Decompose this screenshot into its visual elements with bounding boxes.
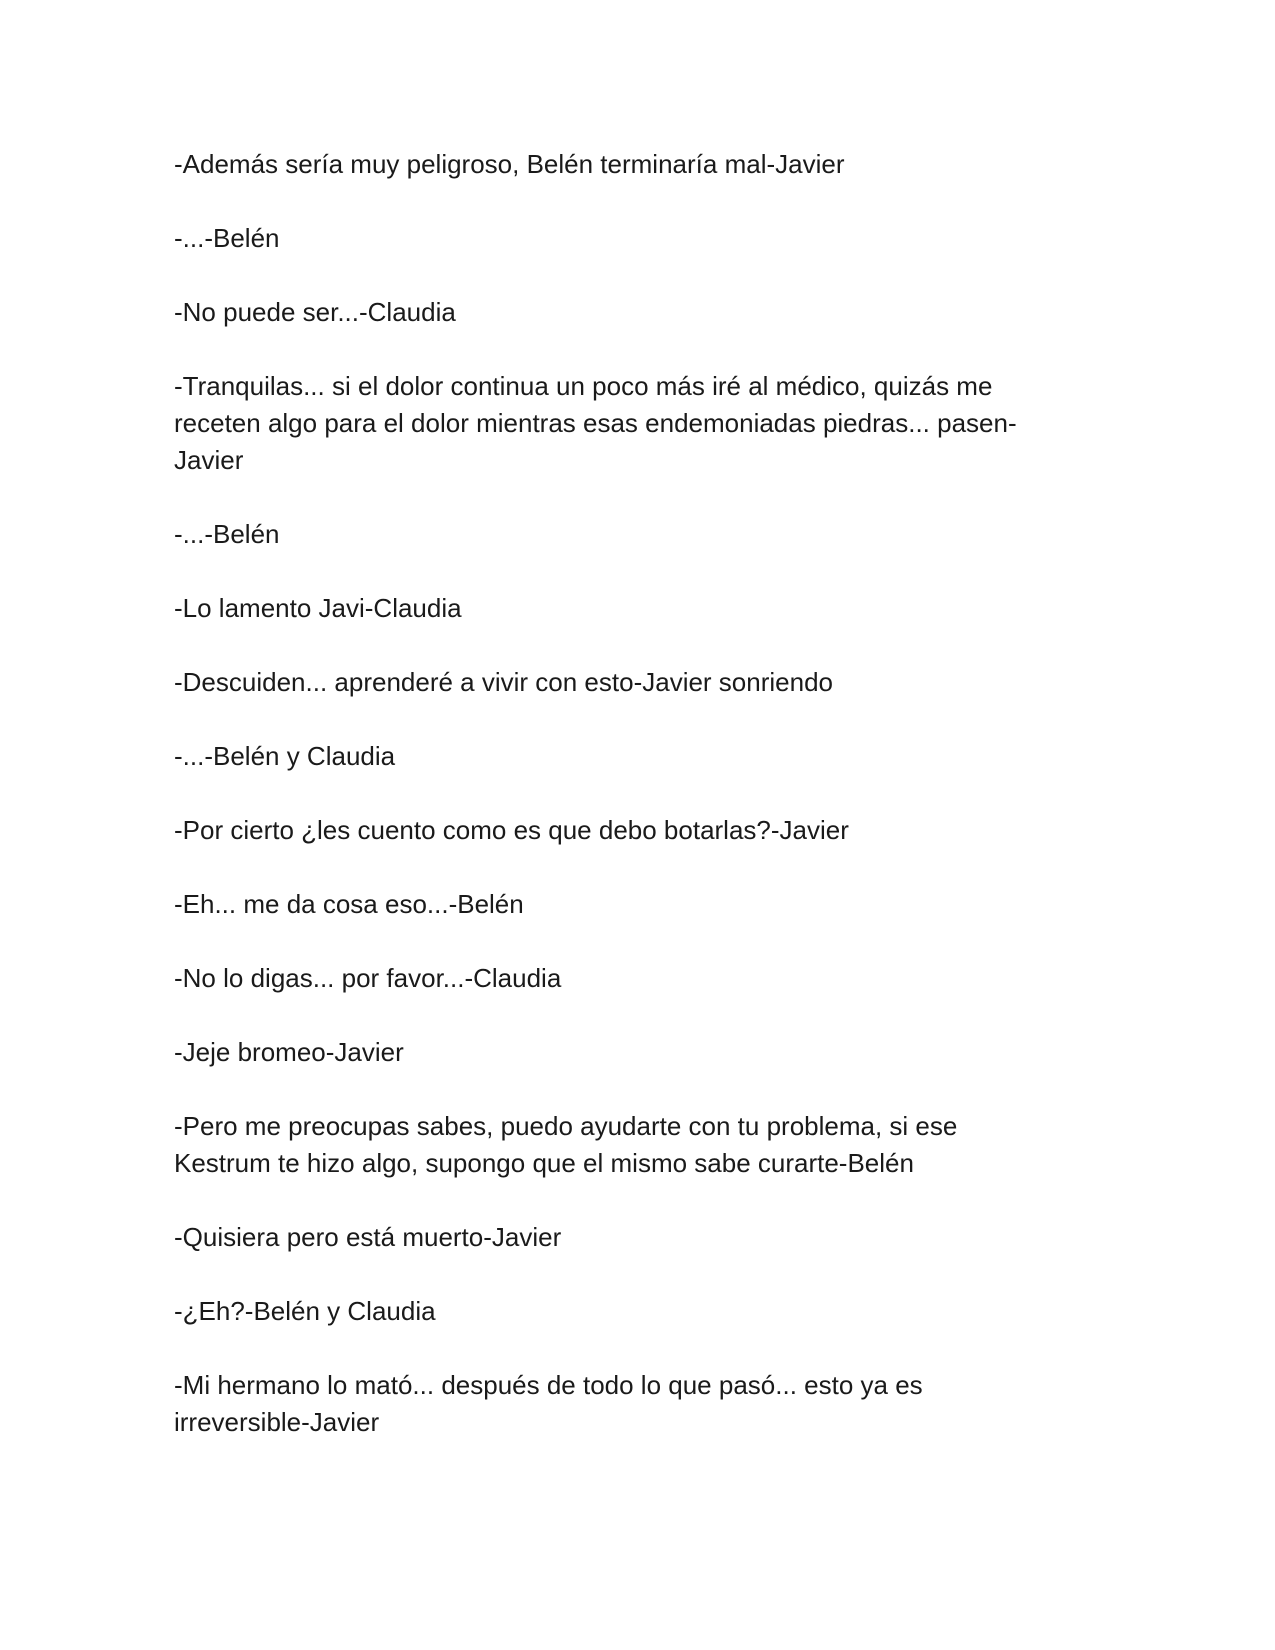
dialogue-paragraph: -Jeje bromeo-Javier <box>174 1037 404 1067</box>
dialogue-paragraph: -...-Belén <box>174 223 280 253</box>
dialogue-paragraph: -Eh... me da cosa eso...-Belén <box>174 889 524 919</box>
dialogue-paragraph: -Descuiden... aprenderé a vivir con esto-Javier sonriendo <box>174 667 834 697</box>
dialogue-paragraph: -...-Belén y Claudia <box>174 741 396 771</box>
dialogue-paragraph: -¿Eh?-Belén y Claudia <box>174 1296 436 1326</box>
dialogue-paragraph: -No lo digas... por favor...-Claudia <box>174 963 562 993</box>
dialogue-paragraph: -Por cierto ¿les cuento como es que debo botarlas?-Javier <box>174 815 849 845</box>
dialogue-paragraph: -Quisiera pero está muerto-Javier <box>174 1222 562 1252</box>
dialogue-paragraph: -...-Belén <box>174 519 280 549</box>
dialogue-paragraph: -Además sería muy peligroso, Belén terminaría mal-Javier <box>174 149 845 179</box>
dialogue-paragraph: -Pero me preocupas sabes, puedo ayudarte con tu problema, si ese Kestrum te hizo algo, supongo que el mismo sabe curarte-Belén <box>174 1111 958 1178</box>
document-body <box>174 146 1084 1478</box>
dialogue-paragraph: -Tranquilas... si el dolor continua un poco más iré al médico, quizás me receten algo para el dolor mientras esas endemoniadas piedras... pasen- Javier <box>174 371 1017 475</box>
dialogue-paragraph: -No puede ser...-Claudia <box>174 297 456 327</box>
dialogue-paragraph: -Lo lamento Javi-Claudia <box>174 593 462 623</box>
dialogue-paragraph: -Mi hermano lo mató... después de todo lo que pasó... esto ya es irreversible-Javier <box>174 1370 923 1437</box>
